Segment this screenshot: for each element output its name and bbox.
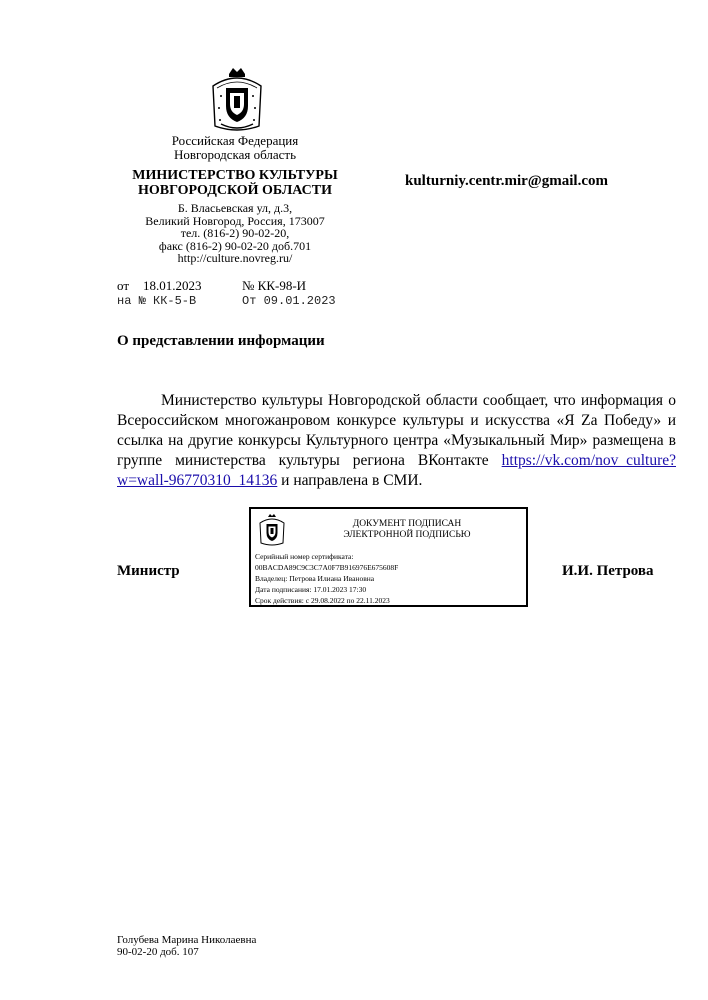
body-text-end: и направлена в СМИ.	[277, 472, 423, 489]
body-text-start: Министерство культуры Новгородской области сообщает, что информация о Всероссийском многожанровом конкурсе культуры и искусства «Я Zа Победу» и ссылка на другие конкурсы Культурного центра «Музыкальный Мир» размещена в группе министерства культуры региона ВКонтакте	[117, 392, 676, 469]
stamp-title	[291, 519, 523, 541]
address-line2: Великий Новгород, Россия, 173007	[145, 213, 325, 228]
stamp-owner: Владелец: Петрова Илиана Ивановна	[255, 574, 375, 583]
stamp-title-line1: ДОКУМЕНТ ПОДПИСАН	[352, 519, 462, 529]
from-label: от	[117, 278, 130, 293]
letter-body	[117, 391, 676, 491]
website-line: http://culture.novreg.ru/	[177, 251, 293, 265]
address-line1: Б. Власьевская ул, д.3,	[177, 201, 293, 215]
reply-to-number: на № КК-5-В	[117, 294, 197, 308]
stamp-validity: Срок действия: с 29.08.2022 по 22.11.2023	[255, 596, 390, 605]
fax-line: факс (816-2) 90-02-20 доб.701	[158, 238, 312, 253]
stamp-emblem-icon	[257, 513, 287, 547]
phone-line: тел. (816-2) 90-02-20,	[180, 226, 290, 240]
ministry-name-line1: МИНИСТЕРСТВО КУЛЬТУРЫ	[132, 168, 338, 183]
executor-name: Голубева Марина Николаевна	[117, 934, 257, 946]
vk-link[interactable]: https://vk.com/nov_culture?w=wall-96770310_14136	[117, 452, 676, 489]
signer-position: Министр	[117, 563, 180, 579]
stamp-serial-label: Серийный номер сертификата:	[255, 552, 354, 561]
stamp-signed-date: Дата подписания: 17.01.2023 17:30	[255, 585, 367, 594]
ministry-name-line2: НОВГОРОДСКОЙ ОБЛАСТИ	[137, 183, 333, 198]
stamp-serial: 00BACDA89C9C3C7A0F7B916976E675608F	[255, 563, 399, 572]
stamp-title-line2: ЭЛЕКТРОННОЙ ПОДПИСЬЮ	[343, 530, 471, 540]
reply-to-date: От 09.01.2023	[242, 294, 336, 308]
document-number: № КК-98-И	[242, 278, 307, 293]
country-name: Российская Федерация	[171, 133, 299, 148]
electronic-signature-stamp	[249, 507, 528, 607]
executor-info	[117, 934, 256, 958]
recipient-email: kulturniy.centr.mir@gmail.com	[405, 173, 608, 189]
letter-subject: О представлении информации	[117, 333, 325, 349]
document-date: 18.01.2023	[143, 278, 202, 293]
signer-name: И.И. Петрова	[562, 563, 654, 579]
coat-of-arms-icon	[207, 66, 267, 134]
executor-phone: 90-02-20 доб. 107	[117, 946, 199, 958]
region-name: Новгородская область	[173, 147, 297, 162]
